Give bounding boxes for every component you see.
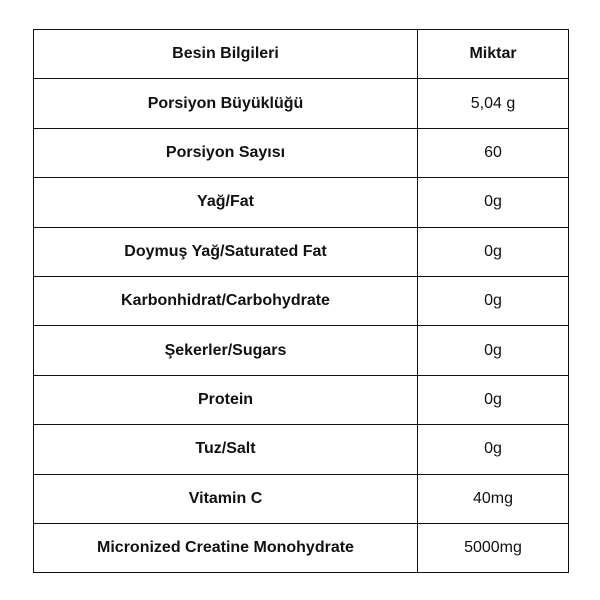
nutrient-amount: 40mg	[418, 474, 569, 523]
nutrient-amount: 0g	[418, 178, 569, 227]
nutrient-name: Protein	[34, 375, 418, 424]
table-row	[34, 523, 569, 572]
nutrient-amount: 5000mg	[418, 523, 569, 572]
nutrient-name: Karbonhidrat/Carbohydrate	[34, 276, 418, 325]
column-header-nutrient: Besin Bilgileri	[34, 30, 418, 79]
table-row	[34, 79, 569, 128]
nutrient-amount: 0g	[418, 276, 569, 325]
table-row	[34, 276, 569, 325]
table-row	[34, 474, 569, 523]
nutrient-amount: 0g	[418, 227, 569, 276]
nutrient-amount: 0g	[418, 326, 569, 375]
nutrient-name: Tuz/Salt	[34, 425, 418, 474]
nutrition-facts-table	[33, 29, 569, 573]
table-row	[34, 425, 569, 474]
table-row	[34, 227, 569, 276]
table-row	[34, 326, 569, 375]
nutrient-name: Doymuş Yağ/Saturated Fat	[34, 227, 418, 276]
table-row	[34, 375, 569, 424]
nutrient-name: Micronized Creatine Monohydrate	[34, 523, 418, 572]
table-row	[34, 178, 569, 227]
nutrient-amount: 0g	[418, 425, 569, 474]
nutrient-name: Vitamin C	[34, 474, 418, 523]
nutrient-name: Yağ/Fat	[34, 178, 418, 227]
nutrient-name: Porsiyon Sayısı	[34, 128, 418, 177]
nutrient-amount: 60	[418, 128, 569, 177]
nutrient-amount: 5,04 g	[418, 79, 569, 128]
nutrient-name: Şekerler/Sugars	[34, 326, 418, 375]
column-header-amount: Miktar	[418, 30, 569, 79]
nutrient-amount: 0g	[418, 375, 569, 424]
table-header-row	[34, 30, 569, 79]
table-row	[34, 128, 569, 177]
nutrient-name: Porsiyon Büyüklüğü	[34, 79, 418, 128]
